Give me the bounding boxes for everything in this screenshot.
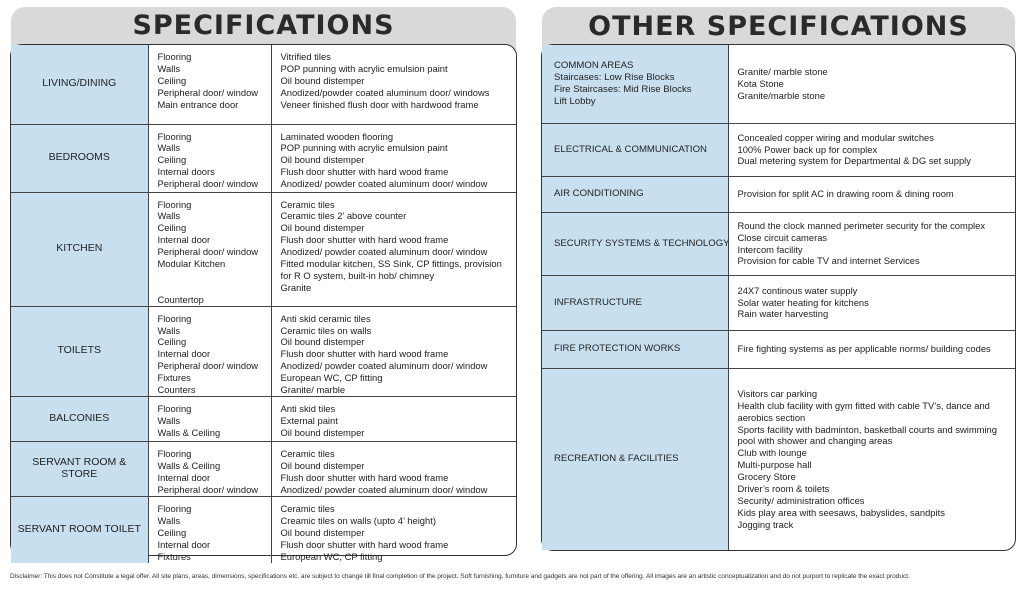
spec-value: Flush door shutter with hard wood frame [280, 166, 449, 178]
spec-item: Ceiling [157, 154, 187, 166]
spec-item: Internal door [157, 234, 211, 246]
spec-category: BEDROOMS [11, 124, 148, 192]
other-spec-value: Round the clock manned perimeter security for the complex [737, 219, 986, 231]
spec-items [148, 496, 271, 562]
spec-value: Vitrified tiles [280, 51, 331, 62]
spec-item: Peripheral door/ window [157, 246, 259, 258]
spec-category: SERVANT ROOM & STORE [11, 441, 148, 496]
spec-item: Flooring [157, 447, 192, 459]
spec-row [11, 192, 516, 306]
spec-row [11, 496, 516, 562]
spec-value: Anti skid tiles [280, 402, 336, 414]
spec-item: Main entrance door [157, 98, 239, 110]
other-spec-category-line: Staircases: Low Rise Blocks [554, 71, 675, 83]
spec-value: Flush door shutter with hard wood frame [280, 234, 449, 246]
spec-item: Walls [157, 62, 181, 74]
other-spec-values [728, 45, 1015, 123]
spec-category: KITCHEN [11, 192, 148, 306]
spec-value: Ceramic tiles [280, 198, 335, 210]
other-spec-category-line: Lift Lobby [554, 95, 596, 107]
other-spec-value: Security/ administration offices [737, 494, 865, 506]
spec-value: for R O system, built-in hob/ chimney [280, 269, 435, 281]
other-spec-value: Dual metering system for Departmental & DG set supply [737, 155, 971, 167]
spec-item: Flooring [157, 502, 192, 514]
other-spec-value: Granite/marble stone [737, 89, 826, 101]
spec-value: Oil bound distemper [280, 526, 365, 538]
spec-category: TOILETS [11, 306, 148, 396]
specifications-table [11, 45, 516, 563]
other-spec-value: aerobics section [737, 411, 806, 423]
other-spec-value: Provision for cable TV and internet Services [737, 255, 920, 267]
spec-item: Flooring [157, 402, 192, 414]
other-spec-values [728, 176, 1015, 212]
other-spec-values [728, 275, 1015, 330]
spec-value: European WC, CP fitting [280, 550, 383, 562]
other-spec-value: Intercom facility [737, 243, 803, 255]
spec-item: Peripheral door/ window [157, 360, 259, 372]
other-spec-row [542, 45, 1015, 123]
spec-value: Ceramic tiles [280, 447, 335, 459]
spec-item [158, 282, 271, 294]
other-spec-category-line: RECREATION & FACILITIES [554, 453, 679, 465]
other-spec-value: Kids play area with seesaws, babyslides, sandpits [737, 506, 945, 518]
other-spec-value: 100% Power back up for complex [737, 143, 878, 155]
other-spec-category-line: INFRASTRUCTURE [554, 296, 642, 308]
other-spec-value: Solar water heating for kitchens [737, 296, 869, 308]
disclaimer-text: Disclaimer: This does not Constitute a legal offer. All site plans, areas, dimensions, specifications etc. are subject to change till final completion of the project. Soft furnishing, furniture and gadgets are not part of the offering. All images are an artistic conceptualization and do not purport to replicate the exact product. [10, 573, 910, 580]
spec-value: Granite/ marble [280, 384, 346, 396]
spec-value: External paint [280, 414, 338, 426]
spec-items [148, 441, 271, 496]
spec-value: Oil bound distemper [280, 459, 365, 471]
other-spec-row [542, 123, 1015, 176]
spec-value: POP punning with acrylic emulsion paint [280, 142, 448, 154]
other-spec-value: Close circuit cameras [737, 231, 828, 243]
spec-item: Peripheral door/ window [157, 178, 259, 190]
other-spec-category-line: FIRE PROTECTION WORKS [554, 343, 681, 355]
other-spec-category-line: ELECTRICAL & COMMUNICATION [554, 143, 707, 155]
spec-value: Anodized/powder coated aluminum door/ windows [280, 86, 490, 98]
spec-item: Walls [157, 414, 181, 426]
other-spec-value: Kota Stone [737, 77, 784, 89]
other-spec-value: Driver’s room & toilets [737, 483, 830, 495]
spec-items [148, 396, 271, 441]
other-spec-value: Health club facility with gym fitted with cable TV’s, dance and [737, 399, 990, 411]
other-spec-value: 24X7 continous water supply [737, 284, 858, 296]
other-spec-value: Rain water harvesting [737, 308, 829, 320]
spec-value: Ceramic tiles on walls [280, 324, 372, 336]
spec-item: Walls [157, 514, 181, 526]
spec-items [148, 192, 271, 306]
spec-item: Internal doors [157, 166, 215, 178]
spec-category: LIVING/DINING [11, 45, 148, 124]
other-spec-values [728, 330, 1015, 368]
spec-values [271, 45, 516, 124]
spec-value: Oil bound distemper [280, 222, 365, 234]
other-spec-category [542, 212, 728, 275]
spec-item: Internal door [157, 471, 211, 483]
spec-value: Flush door shutter with hard wood frame [280, 471, 449, 483]
other-spec-category [542, 176, 728, 212]
spec-item: Countertop [157, 293, 204, 305]
spec-items [148, 124, 271, 192]
other-spec-row [542, 212, 1015, 275]
other-spec-category [542, 330, 728, 368]
spec-items [148, 45, 271, 124]
spec-item: Ceiling [157, 336, 187, 348]
spec-item: Ceiling [157, 74, 187, 86]
spec-row [11, 441, 516, 496]
spec-row [11, 396, 516, 441]
spec-item: Walls & Ceiling [157, 426, 221, 438]
other-spec-value: Fire fighting systems as per applicable norms/ building codes [737, 343, 991, 355]
spec-item: Flooring [157, 312, 192, 324]
other-spec-value: Concealed copper wiring and modular switches [737, 131, 934, 143]
spec-item: Fixtures [157, 550, 191, 562]
spec-value: Fitted modular kitchen, SS Sink, CP fittings, provision [280, 258, 502, 270]
spec-value: European WC, CP fitting [280, 372, 383, 384]
spec-item: Modular Kitchen [157, 258, 226, 270]
spec-values [271, 124, 516, 192]
spec-row [11, 306, 516, 396]
other-spec-value: Club with lounge [737, 447, 807, 459]
spec-item: Flooring [157, 130, 192, 142]
other-spec-values [728, 212, 1015, 275]
spec-item: Flooring [157, 198, 192, 210]
spec-value: Anodized/ powder coated aluminum door/ window [280, 178, 488, 190]
spec-value: Veneer finished flush door with hardwood frame [280, 98, 479, 110]
spec-values [271, 441, 516, 496]
spec-item: Walls [157, 142, 181, 154]
other-spec-value: Multi-purpose hall [737, 459, 812, 471]
spec-values [271, 396, 516, 441]
spec-item [158, 270, 271, 282]
spec-value: Creamic tiles on walls (upto 4’ height) [280, 514, 436, 526]
spec-value: Anodized/ powder coated aluminum door/ window [280, 360, 488, 372]
spec-category: SERVANT ROOM TOILET [11, 496, 148, 562]
other-spec-value: Jogging track [737, 518, 794, 530]
other-spec-category [542, 123, 728, 176]
spec-value: Oil bound distemper [280, 426, 365, 438]
spec-value: Ceramic tiles [280, 502, 335, 514]
spec-row [11, 45, 516, 124]
spec-value: Granite [280, 281, 312, 293]
spec-row [11, 124, 516, 192]
spec-item: Peripheral door/ window [157, 483, 259, 495]
other-spec-category [542, 45, 728, 123]
spec-value: Oil bound distemper [280, 154, 365, 166]
spec-item: Walls [157, 210, 181, 222]
spec-item: Internal door [157, 538, 211, 550]
spec-value: POP punning with acrylic emulsion paint [280, 62, 448, 74]
other-spec-row [542, 330, 1015, 368]
other-spec-category-line: SECURITY SYSTEMS & TECHNOLOGY [554, 237, 730, 249]
other-specifications-table-box [541, 44, 1016, 551]
spec-category: BALCONIES [11, 396, 148, 441]
other-spec-category-line: AIR CONDITIONING [554, 188, 644, 200]
other-spec-values [728, 123, 1015, 176]
spec-item: Peripheral door/ window [157, 86, 259, 98]
spec-value: Anodized/ powder coated aluminum door/ window [280, 246, 488, 258]
spec-value: Anti skid ceramic tiles [280, 312, 371, 324]
spec-item: Walls [157, 324, 181, 336]
other-spec-category [542, 275, 728, 330]
spec-item: Walls & Ceiling [157, 459, 221, 471]
spec-item: Counters [157, 384, 196, 396]
spec-value: Flush door shutter with hard wood frame [280, 348, 449, 360]
spec-value: Oil bound distemper [280, 74, 365, 86]
other-spec-value: Grocery Store [737, 471, 796, 483]
other-spec-value: Sports facility with badminton, basketball courts and swimming [737, 423, 997, 435]
spec-item: Flooring [157, 51, 192, 62]
spec-value: Oil bound distemper [280, 336, 365, 348]
other-spec-row [542, 368, 1015, 550]
spec-values [271, 496, 516, 562]
other-spec-values [728, 368, 1015, 550]
other-spec-value: Visitors car parking [737, 387, 818, 399]
spec-item: Internal door [157, 348, 211, 360]
spec-value: Anodized/ powder coated aluminum door/ window [280, 483, 488, 495]
spec-item: Fixtures [157, 372, 191, 384]
spec-value: Flush door shutter with hard wood frame [280, 538, 449, 550]
other-spec-value: Provision for split AC in drawing room & dining room [737, 188, 954, 200]
specifications-title: SPECIFICATIONS [132, 10, 395, 41]
spec-value: Laminated wooden flooring [280, 130, 394, 142]
spec-item: Ceiling [157, 526, 187, 538]
other-spec-category-line: Fire Staircases: Mid Rise Blocks [554, 83, 692, 95]
spec-values [271, 306, 516, 396]
other-spec-row [542, 176, 1015, 212]
spec-value: Ceramic tiles 2’ above counter [280, 210, 407, 222]
other-spec-category-line: COMMON AREAS [554, 59, 634, 71]
other-spec-row [542, 275, 1015, 330]
specifications-table-box [10, 44, 517, 562]
other-specifications-title: OTHER SPECIFICATIONS [588, 11, 969, 42]
spec-items [148, 306, 271, 396]
spec-item: Ceiling [157, 222, 187, 234]
other-specifications-table [542, 45, 1015, 550]
other-spec-value: Granite/ marble stone [737, 65, 828, 77]
other-spec-value: pool with shower and changing areas [737, 435, 893, 447]
spec-values [271, 192, 516, 306]
other-spec-category [542, 368, 728, 550]
